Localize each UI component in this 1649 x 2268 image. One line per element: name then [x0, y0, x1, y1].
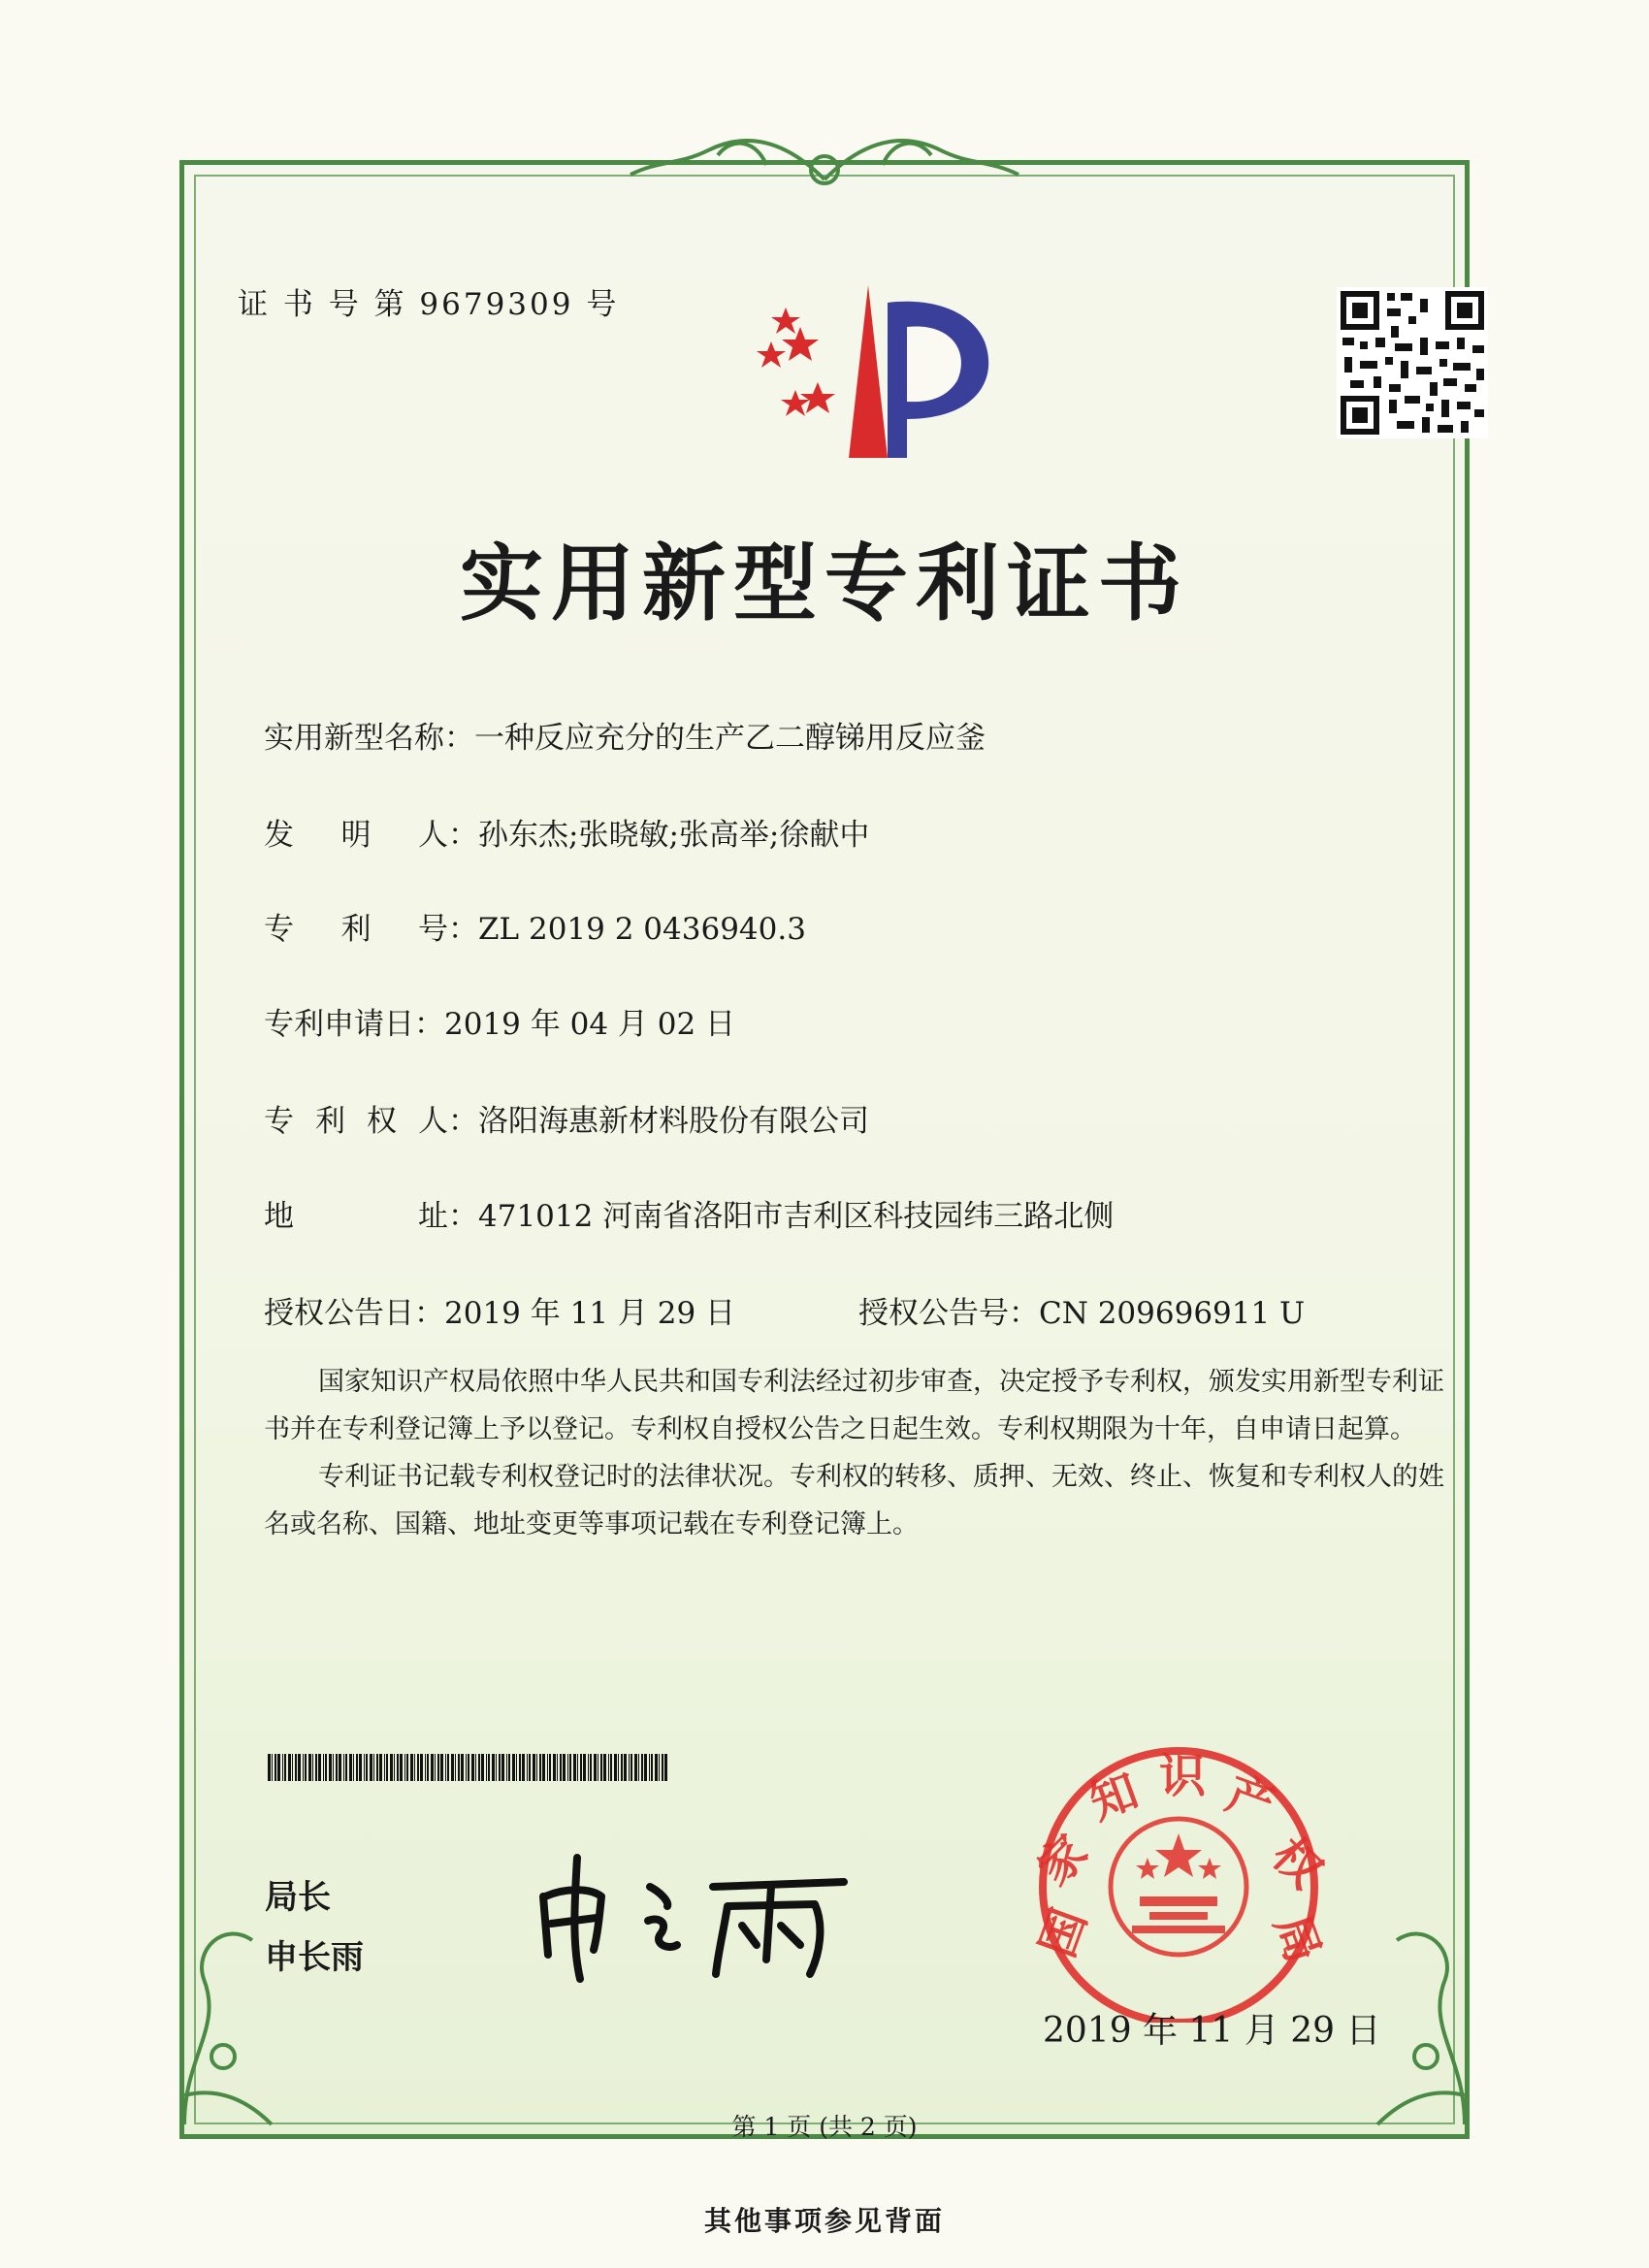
barcode-bar: [417, 1754, 419, 1781]
barcode-bar: [664, 1754, 667, 1781]
field-value: 471012 河南省洛阳市吉利区科技园纬三路北侧: [478, 1199, 1115, 1234]
barcode-bar: [353, 1754, 354, 1781]
barcode-bar: [516, 1754, 517, 1781]
barcode-bar: [475, 1754, 476, 1781]
barcode-bar: [519, 1754, 521, 1781]
barcode-bar: [614, 1754, 617, 1781]
barcode-bar: [644, 1754, 647, 1781]
barcode-bar: [400, 1754, 403, 1781]
seal-char: 国: [1030, 1901, 1098, 1964]
field-label: 授权公告日：: [264, 1296, 444, 1331]
barcode-bar: [431, 1754, 434, 1781]
barcode-bar: [557, 1754, 558, 1781]
field-utility-model-name: [264, 713, 986, 757]
barcode-bar: [336, 1754, 338, 1781]
barcode-bar: [298, 1754, 301, 1781]
field-value: 2019 年 04 月 02 日: [444, 1007, 736, 1042]
cnipa-logo-icon: [742, 274, 994, 468]
field-inventors: 发 明 人 ：孙东杰;张晓敏;张高举;徐献中: [264, 810, 869, 854]
barcode-bar: [272, 1754, 273, 1781]
barcode-bar: [303, 1754, 304, 1781]
barcode-bar: [275, 1754, 276, 1781]
barcode-bar: [435, 1754, 436, 1781]
barcode-bar: [624, 1754, 627, 1781]
barcode-bar: [305, 1754, 307, 1781]
barcode-bar: [529, 1754, 531, 1781]
barcode-bar: [404, 1754, 405, 1781]
barcode-bar: [468, 1754, 469, 1781]
barcode-bar: [455, 1754, 456, 1781]
certificate-statement: [264, 1358, 1452, 1548]
certificate-title: 实用新型专利证书: [460, 535, 1189, 632]
barcode-bar: [630, 1754, 632, 1781]
barcode-bar: [577, 1754, 578, 1781]
barcode-bar: [506, 1754, 507, 1781]
field-label: 授权公告号：: [858, 1296, 1039, 1331]
barcode-bar: [641, 1754, 643, 1781]
field-application-date: [264, 999, 735, 1043]
barcode-bar: [451, 1754, 454, 1781]
official-seal-icon: [1004, 1741, 1353, 2023]
barcode-bar: [527, 1754, 528, 1781]
barcode-bar: [629, 1754, 630, 1781]
barcode-bar: [277, 1754, 280, 1781]
barcode-bar: [386, 1754, 388, 1781]
field-patent-number: 专 利 号 ：ZL 2019 2 0436940.3: [264, 904, 806, 948]
field-value: 洛阳海惠新材料股份有限公司: [478, 1104, 869, 1139]
barcode-bar: [492, 1754, 495, 1781]
barcode-bar: [471, 1754, 474, 1781]
barcode-bar: [603, 1754, 606, 1781]
barcode-bar: [376, 1754, 378, 1781]
barcode-bar: [343, 1754, 344, 1781]
barcode-bar: [425, 1754, 426, 1781]
barcode-bar: [284, 1754, 286, 1781]
barcode-bar: [437, 1754, 439, 1781]
barcode-bar: [536, 1754, 537, 1781]
barcode-bar: [569, 1754, 571, 1781]
barcode-bar: [394, 1754, 395, 1781]
seal-date: 2019 年 11 月 29 日: [1043, 2011, 1381, 2051]
barcode-bar: [610, 1754, 612, 1781]
barcode-bar: [364, 1754, 365, 1781]
barcode-bar: [318, 1754, 321, 1781]
barcode-bar: [366, 1754, 368, 1781]
label-char: 专: [264, 1104, 294, 1139]
barcode-bar: [333, 1754, 334, 1781]
barcode-bar: [312, 1754, 313, 1781]
barcode-bar: [563, 1754, 566, 1781]
barcode-bar: [583, 1754, 586, 1781]
barcode-bar: [486, 1754, 487, 1781]
label-char: 权: [367, 1104, 397, 1139]
label-char: 人: [418, 818, 448, 853]
barcode-bar: [406, 1754, 408, 1781]
barcode-bar: [458, 1754, 460, 1781]
field-address: 地 址 ：471012 河南省洛阳市吉利区科技园纬三路北侧: [264, 1191, 1114, 1235]
qr-code-icon: [1337, 287, 1488, 438]
seal-char: 权: [1261, 1827, 1333, 1899]
officer-block: [265, 1867, 364, 1988]
barcode-bar: [501, 1754, 504, 1781]
barcode-bar: [659, 1754, 660, 1781]
barcode-bar: [384, 1754, 385, 1781]
barcode-bar: [427, 1754, 429, 1781]
barcode-bar: [542, 1754, 545, 1781]
field-value: CN 209696911 U: [1039, 1296, 1306, 1331]
barcode-bar: [481, 1754, 484, 1781]
barcode-bar: [390, 1754, 393, 1781]
label-char: 专: [264, 912, 294, 947]
barcode-bar: [410, 1754, 413, 1781]
seal-char: 识: [1159, 1749, 1207, 1803]
barcode-bar: [295, 1754, 297, 1781]
label-char: 地: [264, 1199, 294, 1234]
barcode-bar: [329, 1754, 332, 1781]
barcode-bar: [466, 1754, 467, 1781]
field-grant-date: [264, 1288, 735, 1332]
officer-title: 局长: [265, 1878, 331, 1917]
barcode-bar: [508, 1754, 510, 1781]
barcode-bar: [323, 1754, 324, 1781]
barcode-bar: [655, 1754, 658, 1781]
top-ornament: [621, 121, 1028, 204]
barcode-bar: [567, 1754, 568, 1781]
label-char: 利: [340, 912, 372, 947]
barcode-bar: [573, 1754, 576, 1781]
barcode-bar: [588, 1754, 589, 1781]
field-label: 专利申请日：: [264, 1007, 444, 1042]
barcode-bar: [522, 1754, 525, 1781]
barcode-bar: [308, 1754, 311, 1781]
field-value: 2019 年 11 月 29 日: [444, 1296, 736, 1331]
barcode-bar: [618, 1754, 619, 1781]
barcode-bar: [662, 1754, 663, 1781]
field-patentee: 专 利 权 人 ：洛阳海惠新材料股份有限公司: [264, 1096, 869, 1140]
seal-char: 局: [1263, 1907, 1331, 1970]
barcode-bar: [533, 1754, 535, 1781]
certificate-number: 证 书 号 第 9679309 号: [238, 287, 620, 322]
barcode-icon: [268, 1754, 670, 1783]
barcode-bar: [496, 1754, 497, 1781]
label-char: 发: [264, 818, 294, 853]
barcode-bar: [600, 1754, 602, 1781]
barcode-bar: [638, 1754, 639, 1781]
barcode-bar: [547, 1754, 548, 1781]
barcode-bar: [549, 1754, 551, 1781]
barcode-bar: [379, 1754, 382, 1781]
field-label: 实用新型名称：: [264, 721, 474, 756]
barcode-bar: [445, 1754, 446, 1781]
barcode-bar: [397, 1754, 399, 1781]
barcode-bar: [356, 1754, 358, 1781]
officer-name: 申长雨: [265, 1938, 364, 1977]
barcode-bar: [288, 1754, 291, 1781]
seal-char: 产: [1218, 1766, 1282, 1833]
barcode-bar: [649, 1754, 650, 1781]
barcode-bar: [349, 1754, 352, 1781]
field-value: 孙东杰;张晓敏;张高举;徐献中: [478, 818, 870, 853]
barcode-bar: [580, 1754, 582, 1781]
barcode-bar: [420, 1754, 423, 1781]
seal-char: 知: [1083, 1764, 1146, 1831]
barcode-bar: [345, 1754, 347, 1781]
barcode-bar: [478, 1754, 480, 1781]
back-note: 其他事项参见背面: [703, 2205, 945, 2237]
barcode-bar: [651, 1754, 653, 1781]
barcode-bar: [634, 1754, 637, 1781]
barcode-bar: [325, 1754, 327, 1781]
field-announcement-number: [858, 1288, 1305, 1332]
label-char: 人: [418, 1104, 448, 1139]
label-char: 号: [418, 912, 448, 947]
label-char: 址: [418, 1199, 448, 1234]
barcode-bar: [282, 1754, 283, 1781]
barcode-bar: [268, 1754, 271, 1781]
label-char: 明: [340, 818, 372, 853]
barcode-bar: [461, 1754, 464, 1781]
seal-char: 家: [1026, 1825, 1099, 1896]
barcode-bar: [594, 1754, 597, 1781]
barcode-bar: [488, 1754, 490, 1781]
barcode-bar: [359, 1754, 362, 1781]
barcode-bar: [339, 1754, 341, 1781]
barcode-bar: [621, 1754, 623, 1781]
barcode-bar: [370, 1754, 372, 1781]
statement-paragraph-1: 国家知识产权局依照中华人民共和国专利法经过初步审查，决定授予专利权，颁发实用新型专利证书并在专利登记簿上予以登记。专利权自授权公告之日起生效。专利权期限为十年，自申请日起算。: [264, 1367, 1444, 1444]
barcode-bar: [292, 1754, 293, 1781]
label-char: 利: [315, 1104, 345, 1139]
director-signature: [524, 1848, 873, 1984]
barcode-bar: [440, 1754, 443, 1781]
field-value: ZL 2019 2 0436940.3: [478, 912, 806, 947]
barcode-bar: [499, 1754, 501, 1781]
barcode-bar: [315, 1754, 317, 1781]
barcode-bar: [414, 1754, 415, 1781]
page-indicator: 第 1 页 (共 2 页): [731, 2113, 918, 2141]
barcode-bar: [447, 1754, 449, 1781]
barcode-bar: [512, 1754, 515, 1781]
barcode-bar: [608, 1754, 609, 1781]
statement-paragraph-2: 专利证书记载专利权登记时的法律状况。专利权的转移、质押、无效、终止、恢复和专利权人的姓名或名称、国籍、地址变更等事项记载在专利登记簿上。: [264, 1462, 1444, 1539]
barcode-bar: [553, 1754, 556, 1781]
barcode-bar: [590, 1754, 592, 1781]
barcode-bar: [560, 1754, 562, 1781]
barcode-bar: [373, 1754, 374, 1781]
barcode-bar: [539, 1754, 541, 1781]
field-value: 一种反应充分的生产乙二醇锑用反应釜: [474, 721, 986, 756]
